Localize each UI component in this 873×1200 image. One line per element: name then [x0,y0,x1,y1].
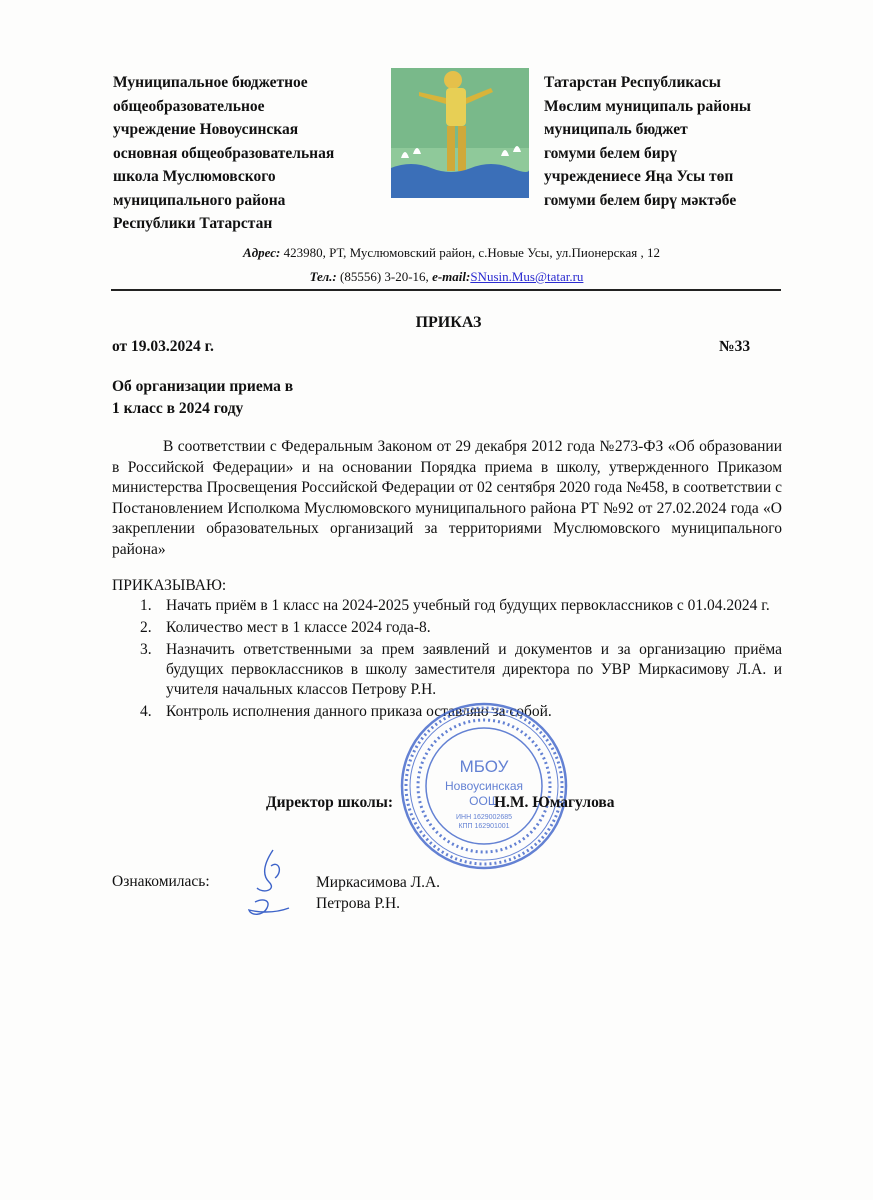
header-left-line: общеобразовательное [113,97,265,115]
header-left-line: школа Муслюмовского [113,168,276,185]
order-subject [112,376,293,420]
header-right-line: гомуми белем бирү [544,144,678,162]
acknowledgement-label: Ознакомилась: [112,873,210,890]
header-right-line: учреждениесе Яңа Усы төп [544,168,734,185]
email-link[interactable]: SNusin.Mus@tatar.ru [470,269,584,284]
header-right-line: муниципаль бюджет [544,121,688,138]
item-text: Количество мест в 1 классе 2024 года-8. [166,619,431,636]
list-item [112,596,782,616]
address-text: 423980, РТ, Муслюмовский район, с.Новые Усы, ул.Пионерская , 12 [280,245,660,260]
item-number: 3. [140,641,152,658]
item-number: 1. [140,597,152,614]
list-item [112,640,782,700]
list-item [112,618,782,638]
subject-line: 1 класс в 2024 году [112,400,244,417]
item-text: Контроль исполнения данного приказа оставляю за собой. [166,703,552,720]
school-name-tatar [544,71,844,212]
handwritten-signature [243,842,303,924]
municipal-emblem [391,68,529,198]
order-title: ПРИКАЗ [415,314,482,331]
email-label: e-mail: [432,269,471,284]
address-line [0,245,873,261]
item-number: 4. [140,703,152,720]
stamp-line3: ООШ [469,794,499,808]
header-left-line: Муниципальное бюджетное [113,74,308,91]
stamp-line2: Новоусинская [445,779,523,793]
item-text: Назначить ответственными за прем заявлений и документов и за организацию приёма будущих первоклассников в школу заместителя директора по УВР Миркасимову Л.А. и учителя начальных классов Петрову Р.Н. [166,641,782,698]
item-text: Начать приём в 1 класс на 2024-2025 учебный год будущих первоклассников с 01.04.2024 г. [166,597,770,614]
header-right-line: Татарстан Республикасы [544,74,721,91]
header-left-line: муниципального района [113,191,286,209]
order-preamble: В соответствии с Федеральным Законом от 29 декабря 2012 года №273-ФЗ «Об образовании в Российской Федерации» и на основании Порядка приема в школу, утвержденного Приказом министерства Просвещения Российской Федерации от 02 сентября 2020 года №458, в соответствии с Постановлением Исполкома Муслюмовского муниципального района РТ №92 от 27.02.2024 года «О закреплении образовательных организаций за территориями Муслюмовского муниципального района» [112,438,782,558]
ack-name: Петрова Р.Н. [316,894,401,912]
header-right-line: Мөслим муниципаль районы [544,97,752,115]
order-number: №33 [719,338,751,355]
phone-text: (85556) 3-20-16, [336,269,433,284]
stamp-line1: МБОУ [459,757,509,776]
stamp-kpp: КПП 162901001 [458,823,510,830]
header-left-line: Республики Татарстан [113,215,273,232]
acknowledgement-names [316,873,440,914]
subject-line: Об организации приема в [112,378,294,395]
header-divider [111,289,781,291]
phone-label: Тел.: [309,269,337,284]
order-directive-word: ПРИКАЗЫВАЮ: [112,577,227,594]
address-label: Адрес: [243,245,281,260]
stamp-inn: ИНН 1629002685 [455,814,513,821]
official-stamp [398,700,570,872]
school-name-russian [113,71,403,236]
director-name: Н.М. Юмагулова [494,794,615,811]
header-right-line: гомуми белем бирү мәктәбе [544,191,737,209]
director-role: Директор школы: [266,794,393,811]
ack-name: Миркасимова Л.А. [316,874,441,891]
order-date: от 19.03.2024 г. [112,338,214,355]
header-left-line: учреждение Новоусинская [113,121,299,138]
header-left-line: основная общеобразовательная [113,144,335,162]
contact-line [0,269,873,285]
item-number: 2. [140,619,152,636]
